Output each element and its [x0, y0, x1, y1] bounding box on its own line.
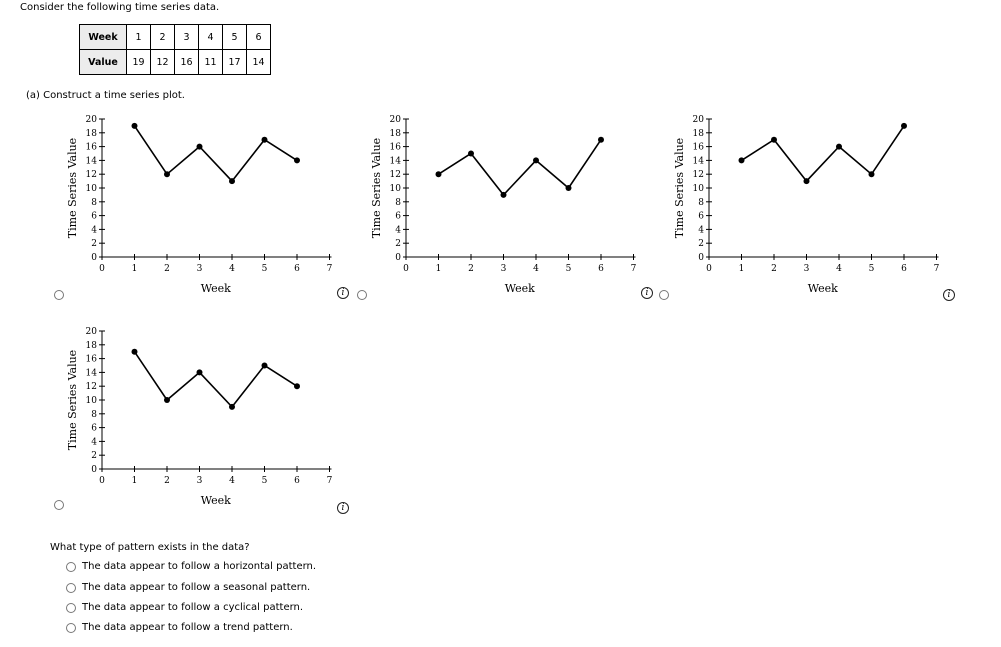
pattern-option-horizontal[interactable]: [66, 561, 316, 572]
x-tick-label: 2: [164, 264, 170, 274]
time-series-plot-1: [62, 110, 352, 305]
x-tick-label: 5: [261, 264, 268, 274]
y-tick-label: 14: [389, 156, 401, 167]
y-axis-title: Time Series Value: [673, 137, 686, 239]
value-cell: 17: [223, 50, 247, 75]
data-point: [533, 157, 539, 163]
intro-text: Consider the following time series data.: [20, 2, 220, 13]
y-tick-label: 18: [692, 128, 704, 139]
x-tick-label: 1: [131, 476, 138, 486]
y-tick-label: 8: [91, 409, 97, 420]
value-cell: 19: [127, 50, 151, 75]
option-label: The data appear to follow a trend pattern.: [82, 622, 293, 633]
value-row: [80, 50, 271, 75]
x-tick-label: 1: [738, 264, 745, 274]
week-cell: 2: [151, 25, 175, 50]
data-point: [501, 192, 507, 198]
data-point: [294, 383, 300, 389]
x-tick-label: 7: [630, 264, 637, 274]
data-point: [294, 157, 300, 163]
value-cell: 12: [151, 50, 175, 75]
y-tick-label: 20: [389, 115, 401, 125]
data-point: [262, 137, 268, 143]
value-cell: 11: [199, 50, 223, 75]
radio-button[interactable]: [66, 562, 76, 572]
y-tick-label: 12: [692, 170, 704, 181]
x-tick-label: 3: [500, 264, 507, 274]
data-point: [229, 178, 235, 184]
data-point: [739, 157, 745, 163]
x-tick-label: 3: [196, 264, 203, 274]
y-tick-label: 2: [91, 451, 97, 462]
chart-option-1: [62, 110, 352, 305]
y-tick-label: 6: [91, 423, 97, 434]
data-point: [262, 363, 268, 369]
x-tick-label: 4: [836, 264, 842, 274]
x-tick-label: 0: [99, 476, 105, 486]
y-axis-title: Time Series Value: [66, 137, 79, 239]
x-tick-label: 1: [435, 264, 442, 274]
y-tick-label: 4: [395, 225, 401, 236]
y-tick-label: 0: [91, 465, 97, 475]
x-tick-label: 5: [565, 264, 572, 274]
y-tick-label: 18: [85, 340, 97, 351]
y-tick-label: 6: [395, 211, 401, 222]
y-tick-label: 14: [85, 156, 97, 167]
data-point: [132, 349, 138, 355]
series-line: [135, 352, 298, 407]
time-series-plot-2: [366, 110, 656, 305]
chart-option-4: [62, 322, 352, 517]
x-tick-label: 5: [868, 264, 875, 274]
y-tick-label: 16: [85, 354, 97, 365]
x-tick-label: 4: [229, 264, 235, 274]
pattern-option-seasonal[interactable]: [66, 582, 310, 593]
data-point: [197, 144, 203, 150]
data-table: [79, 24, 271, 75]
info-icon[interactable]: i: [641, 287, 653, 299]
y-tick-label: 18: [389, 128, 401, 139]
x-tick-label: 1: [131, 264, 138, 274]
radio-button[interactable]: [66, 583, 76, 593]
week-row: [80, 25, 271, 50]
x-tick-label: 6: [294, 264, 300, 274]
y-tick-label: 8: [395, 197, 401, 208]
y-axis-title: Time Series Value: [66, 349, 79, 451]
y-tick-label: 6: [91, 211, 97, 222]
option-label: The data appear to follow a seasonal pattern.: [82, 582, 311, 593]
y-tick-label: 4: [91, 225, 97, 236]
y-tick-label: 20: [85, 327, 97, 337]
chart-option-3: [669, 110, 959, 305]
x-tick-label: 6: [901, 264, 907, 274]
time-series-plot-4: [62, 322, 352, 517]
pattern-option-cyclical[interactable]: [66, 602, 303, 613]
y-tick-label: 2: [395, 239, 401, 250]
pattern-question: What type of pattern exists in the data?: [50, 542, 250, 553]
x-tick-label: 2: [771, 264, 777, 274]
info-icon[interactable]: i: [943, 289, 955, 301]
y-tick-label: 16: [692, 142, 704, 153]
y-tick-label: 8: [91, 197, 97, 208]
week-cell: 4: [199, 25, 223, 50]
y-tick-label: 10: [85, 184, 97, 194]
y-tick-label: 10: [85, 396, 97, 406]
y-tick-label: 0: [698, 253, 704, 263]
y-tick-label: 18: [85, 128, 97, 139]
y-tick-label: 12: [85, 170, 97, 181]
week-cell: 3: [175, 25, 199, 50]
data-point: [901, 123, 907, 129]
radio-button[interactable]: [66, 603, 76, 613]
y-tick-label: 10: [692, 184, 704, 194]
option-label: The data appear to follow a horizontal pattern.: [82, 561, 317, 572]
info-icon[interactable]: i: [337, 287, 349, 299]
y-tick-label: 0: [91, 253, 97, 263]
y-tick-label: 4: [698, 225, 704, 236]
y-tick-label: 16: [85, 142, 97, 153]
x-axis-title: Week: [200, 494, 231, 507]
data-point: [598, 137, 604, 143]
x-axis-title: Week: [807, 282, 838, 295]
x-tick-label: 7: [933, 264, 940, 274]
data-point: [164, 397, 170, 403]
time-series-plot-3: [669, 110, 959, 305]
x-tick-label: 6: [294, 476, 300, 486]
info-icon[interactable]: i: [337, 502, 349, 514]
chart-option-2: [366, 110, 656, 305]
data-point: [836, 144, 842, 150]
part-a-prompt: (a) Construct a time series plot.: [26, 90, 185, 101]
y-tick-label: 0: [395, 253, 401, 263]
x-tick-label: 3: [196, 476, 203, 486]
radio-button[interactable]: [66, 623, 76, 633]
week-cell: 1: [127, 25, 151, 50]
data-point: [804, 178, 810, 184]
week-header: Week: [80, 25, 127, 50]
x-tick-label: 6: [598, 264, 604, 274]
data-point: [229, 404, 235, 410]
data-point: [468, 151, 474, 157]
x-tick-label: 5: [261, 476, 268, 486]
data-point: [132, 123, 138, 129]
x-tick-label: 0: [706, 264, 712, 274]
x-tick-label: 3: [803, 264, 810, 274]
y-tick-label: 20: [85, 115, 97, 125]
data-point: [164, 171, 170, 177]
data-point: [771, 137, 777, 143]
option-label: The data appear to follow a cyclical pattern.: [82, 602, 304, 613]
y-axis-title: Time Series Value: [370, 137, 383, 239]
plot-option-3-radio[interactable]: [659, 290, 669, 300]
x-tick-label: 2: [164, 476, 170, 486]
series-line: [135, 126, 298, 181]
x-tick-label: 7: [326, 264, 333, 274]
y-tick-label: 6: [698, 211, 704, 222]
y-tick-label: 8: [698, 197, 704, 208]
y-tick-label: 14: [85, 368, 97, 379]
x-tick-label: 0: [99, 264, 105, 274]
value-cell: 16: [175, 50, 199, 75]
data-point: [436, 171, 442, 177]
y-tick-label: 12: [389, 170, 401, 181]
y-tick-label: 10: [389, 184, 401, 194]
y-tick-label: 4: [91, 437, 97, 448]
pattern-option-trend[interactable]: [66, 622, 293, 633]
y-tick-label: 2: [698, 239, 704, 250]
value-cell: 14: [247, 50, 271, 75]
week-cell: 6: [247, 25, 271, 50]
series-line: [439, 140, 602, 195]
value-header: Value: [80, 50, 127, 75]
x-tick-label: 4: [229, 476, 235, 486]
series-line: [742, 126, 905, 181]
data-point: [197, 369, 203, 375]
y-tick-label: 2: [91, 239, 97, 250]
data-point: [869, 171, 875, 177]
x-tick-label: 7: [326, 476, 333, 486]
x-tick-label: 2: [468, 264, 474, 274]
week-cell: 5: [223, 25, 247, 50]
y-tick-label: 12: [85, 382, 97, 393]
x-tick-label: 0: [403, 264, 409, 274]
x-tick-label: 4: [533, 264, 539, 274]
x-axis-title: Week: [200, 282, 231, 295]
data-point: [566, 185, 572, 191]
y-tick-label: 16: [389, 142, 401, 153]
y-tick-label: 14: [692, 156, 704, 167]
y-tick-label: 20: [692, 115, 704, 125]
x-axis-title: Week: [504, 282, 535, 295]
